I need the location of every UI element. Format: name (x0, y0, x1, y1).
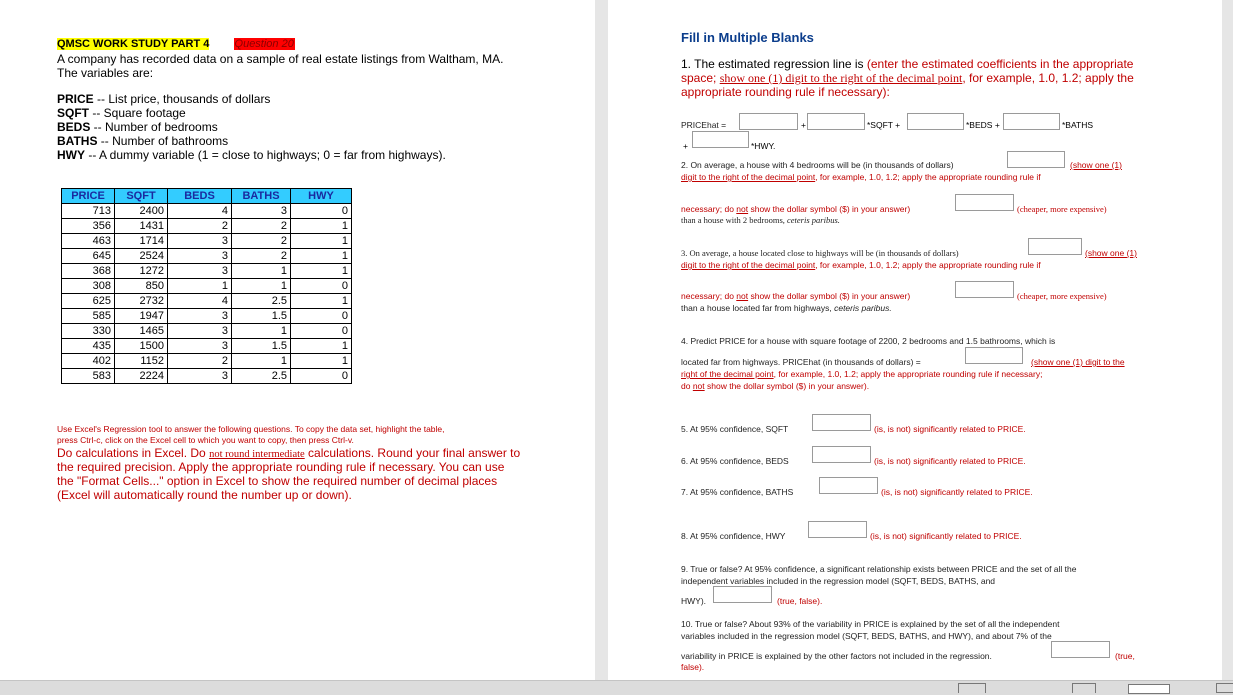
instruction-line-3 (57, 446, 520, 460)
variable-beds (57, 120, 218, 134)
cell-beds[interactable]: 1 (168, 279, 232, 294)
variable-beds-desc: -- Number of bedrooms (90, 120, 218, 134)
q3-j: ceteris paribus. (834, 303, 892, 313)
q4-line-4 (681, 381, 869, 391)
cell-baths[interactable]: 2 (232, 219, 291, 234)
instruction-3c: calculations. Round your final answer to (304, 446, 521, 460)
variable-sqft-key: SQFT (57, 106, 89, 120)
blank-q9[interactable] (713, 586, 772, 603)
q4-hint: (show one (1) digit to the (1031, 357, 1125, 367)
q1-a: 1. The estimated regression line is (681, 57, 867, 71)
eq-beds-term: *BEDS + (966, 120, 1000, 130)
table-row (62, 279, 352, 294)
cell-price[interactable]: 368 (62, 264, 115, 279)
q8-options (870, 531, 1022, 541)
instruction-line-2: press Ctrl-c, click on the Excel cell to which you want to copy, then press Ctrl-v. (57, 435, 354, 445)
q2-line-2 (681, 172, 1041, 182)
q3-g: show the dollar symbol ($) in your answer) (748, 291, 911, 301)
q2-d: , for example, 1.0, 1.2; apply the appropriate rounding rule if (815, 172, 1041, 182)
blank-hwy-coef[interactable] (692, 131, 749, 148)
q3-d: , for example, 1.0, 1.2; apply the appropriate rounding rule if (815, 260, 1041, 270)
cell-sqft[interactable]: 1714 (115, 234, 168, 249)
variable-sqft (57, 106, 186, 120)
variable-baths (57, 134, 228, 148)
blank-baths-coef[interactable] (1003, 113, 1060, 130)
cell-price[interactable]: 713 (62, 204, 115, 219)
table-row (62, 234, 352, 249)
intro-line-2: The variables are: (57, 66, 154, 80)
cell-hwy[interactable]: 0 (291, 309, 352, 324)
cell-hwy[interactable]: 0 (291, 204, 352, 219)
q10-options-1: (true, (1115, 651, 1135, 661)
cell-hwy[interactable]: 1 (291, 249, 352, 264)
cell-beds[interactable]: 3 (168, 324, 232, 339)
cell-baths[interactable]: 1.5 (232, 339, 291, 354)
cell-hwy[interactable]: 0 (291, 369, 352, 384)
q4-d: right of the decimal point (681, 369, 774, 379)
variable-baths-desc: -- Number of bathrooms (97, 134, 229, 148)
q9-options: (true, false). (777, 596, 823, 606)
q7-options-text: (is, is not) significantly related to PRICE. (881, 487, 1033, 497)
blank-q7[interactable] (819, 477, 878, 494)
table-header-row (62, 189, 352, 204)
q7-options (881, 487, 1033, 497)
q4-line-1: 4. Predict PRICE for a house with square footage of 2200, 2 bedrooms and 1.5 bathrooms, which is (681, 336, 1056, 346)
q8-options-text: (is, is not) significantly related to PRICE. (870, 531, 1022, 541)
q2-f: not (736, 204, 749, 214)
q3-line-2 (681, 260, 1041, 270)
q10-options-2: false). (681, 662, 705, 672)
web-layout-icon[interactable] (1216, 683, 1233, 693)
book-view-icon[interactable] (1072, 683, 1096, 693)
q2-c: digit to the right of the decimal point (681, 172, 816, 182)
cell-beds[interactable]: 3 (168, 249, 232, 264)
cell-baths[interactable]: 1 (232, 264, 291, 279)
cell-baths[interactable]: 1.5 (232, 309, 291, 324)
cell-sqft[interactable]: 1431 (115, 219, 168, 234)
q3-f: not (736, 291, 749, 301)
eq-baths-term: *BATHS (1062, 120, 1094, 130)
variable-hwy (57, 148, 446, 162)
q2-e: necessary; do (681, 204, 737, 214)
cell-baths[interactable]: 1 (232, 354, 291, 369)
worksheet-title-line (57, 38, 295, 50)
q1-c: space; (681, 71, 720, 85)
q5-text: 5. At 95% confidence, SQFT (681, 424, 789, 434)
cell-baths[interactable]: 1 (232, 279, 291, 294)
cell-sqft[interactable]: 850 (115, 279, 168, 294)
col-header-sqft: SQFT (115, 189, 168, 204)
instruction-line-5: the "Format Cells..." option in Excel to show the required number of decimal places (57, 474, 498, 488)
cell-price[interactable]: 402 (62, 354, 115, 369)
q9-line-3: HWY). (681, 596, 707, 606)
blank-q10[interactable] (1051, 641, 1110, 658)
status-bar (0, 680, 1233, 695)
cell-beds[interactable]: 3 (168, 309, 232, 324)
cell-hwy[interactable]: 1 (291, 219, 352, 234)
cell-hwy[interactable]: 1 (291, 339, 352, 354)
col-header-price: PRICE (62, 189, 115, 204)
q1-e: , for example, 1.0, 1.2; apply the (962, 71, 1134, 85)
cell-beds[interactable]: 2 (168, 354, 232, 369)
variable-price (57, 92, 270, 106)
variable-hwy-desc: -- A dummy variable (1 = close to highways; 0 = far from highways). (85, 148, 446, 162)
eq-lhs: PRICEhat = (681, 120, 727, 130)
table-row (62, 369, 352, 384)
q5-options (874, 424, 1026, 434)
col-header-beds: BEDS (168, 189, 232, 204)
col-header-baths: BATHS (232, 189, 291, 204)
question-tag: Question 20 (234, 38, 294, 50)
blank-beds-coef[interactable] (907, 113, 964, 130)
right-page (608, 0, 1222, 680)
q8-text: 8. At 95% confidence, HWY (681, 531, 786, 541)
q6-options-text: (is, is not) significantly related to PRICE. (874, 456, 1026, 466)
cell-price[interactable]: 435 (62, 339, 115, 354)
q1-line-1 (681, 57, 1133, 71)
q4-line-2: located far from highways. PRICEhat (in thousands of dollars) = (681, 357, 921, 367)
q3-options: (cheaper, more expensive) (1017, 291, 1107, 301)
q1-b: (enter the estimated coefficients in the appropriate (866, 57, 1134, 71)
variable-baths-key: BATHS (57, 134, 98, 148)
table-row (62, 264, 352, 279)
cell-price[interactable]: 330 (62, 324, 115, 339)
cell-baths[interactable]: 3 (232, 204, 291, 219)
variable-beds-key: BEDS (57, 120, 91, 134)
q4-f: do (681, 381, 693, 391)
cell-sqft[interactable]: 2224 (115, 369, 168, 384)
cell-sqft[interactable]: 1500 (115, 339, 168, 354)
instruction-3b: not round intermediate (209, 449, 305, 460)
cell-price[interactable]: 585 (62, 309, 115, 324)
cell-baths[interactable]: 1 (232, 324, 291, 339)
data-table[interactable] (61, 188, 352, 384)
q3-i: than a house located far from highways, (681, 303, 835, 313)
cell-sqft[interactable]: 2524 (115, 249, 168, 264)
q6-options (874, 456, 1026, 466)
q7-text: 7. At 95% confidence, BATHS (681, 487, 794, 497)
q4-line-3 (681, 369, 1042, 379)
blank-q2-direction[interactable] (955, 194, 1014, 211)
q4-h: show the dollar symbol ($) in your answer). (704, 381, 870, 391)
cell-price[interactable]: 583 (62, 369, 115, 384)
q9-line-2: independent variables included in the regression model (SQFT, BEDS, BATHS, and (681, 576, 996, 586)
print-layout-icon[interactable] (1128, 684, 1170, 694)
q3-hint: (show one (1) (1085, 248, 1137, 258)
cell-sqft[interactable]: 1152 (115, 354, 168, 369)
cell-hwy[interactable]: 0 (291, 324, 352, 339)
worksheet-title: QMSC WORK STUDY PART 4 (57, 38, 210, 50)
q10-line-1: 10. True or false? About 93% of the variability in PRICE is explained by the set of all the independent (681, 619, 1060, 629)
table-row (62, 294, 352, 309)
q2-g: show the dollar symbol ($) in your answer) (748, 204, 911, 214)
cell-price[interactable]: 645 (62, 249, 115, 264)
blank-q6[interactable] (812, 446, 871, 463)
q1-line-3: appropriate rounding rule if necessary): (681, 85, 890, 99)
eq-hwy-term: *HWY. (751, 141, 776, 151)
q10-line-3: variability in PRICE is explained by the other factors not included in the regression. (681, 651, 992, 661)
cell-sqft[interactable]: 1272 (115, 264, 168, 279)
q9-line-1: 9. True or false? At 95% confidence, a significant relationship exists between PRICE and the set of all the (681, 564, 1077, 574)
cell-sqft[interactable]: 1465 (115, 324, 168, 339)
cell-hwy[interactable]: 0 (291, 279, 352, 294)
cell-price[interactable]: 625 (62, 294, 115, 309)
q2-hint: (show one (1) (1070, 160, 1122, 170)
cell-hwy[interactable]: 1 (291, 234, 352, 249)
cell-sqft[interactable]: 2732 (115, 294, 168, 309)
q3-line-1: 3. On average, a house located close to highways will be (in thousands of dollars) (681, 248, 959, 258)
q4-g: not (692, 381, 705, 391)
left-page (0, 0, 595, 680)
cell-hwy[interactable]: 1 (291, 264, 352, 279)
table-row (62, 204, 352, 219)
cell-price[interactable]: 308 (62, 279, 115, 294)
cell-beds[interactable]: 3 (168, 369, 232, 384)
cell-baths[interactable]: 2.5 (232, 369, 291, 384)
table-row (62, 219, 352, 234)
q10-line-2: variables included in the regression model (SQFT, BEDS, BATHS, and HWY), and about 7% of the (681, 631, 1052, 641)
cell-sqft[interactable]: 2400 (115, 204, 168, 219)
cell-beds[interactable]: 4 (168, 294, 232, 309)
cell-baths[interactable]: 2 (232, 234, 291, 249)
table-row (62, 249, 352, 264)
q5-options-text: (is, is not) significantly related to PRICE. (874, 424, 1026, 434)
cell-price[interactable]: 463 (62, 234, 115, 249)
table-row (62, 354, 352, 369)
instruction-3a: Do calculations in Excel. Do (57, 446, 210, 460)
eq-sqft-term: *SQFT + (867, 120, 901, 130)
q3-line-3 (681, 291, 910, 301)
variable-price-key: PRICE (57, 92, 94, 106)
q2-line-4 (681, 215, 840, 225)
q4-e: , for example, 1.0, 1.2; apply the appropriate rounding rule if necessary; (773, 369, 1043, 379)
cell-baths[interactable]: 2 (232, 249, 291, 264)
cell-beds[interactable]: 2 (168, 219, 232, 234)
blank-q8[interactable] (808, 521, 867, 538)
q1-d: show one (1) digit to the right of the decimal point (719, 71, 963, 85)
q2-options: (cheaper, more expensive) (1017, 204, 1107, 214)
page-view-icon[interactable] (958, 683, 986, 693)
instruction-line-1: Use Excel's Regression tool to answer the following questions. To copy the data set, highlight the table, (57, 424, 445, 434)
blank-sqft-coef[interactable] (807, 113, 865, 130)
q6-text: 6. At 95% confidence, BEDS (681, 456, 789, 466)
cell-beds[interactable]: 3 (168, 264, 232, 279)
cell-beds[interactable]: 4 (168, 204, 232, 219)
blank-q2-amount[interactable] (1007, 151, 1065, 168)
blank-q3-amount[interactable] (1028, 238, 1082, 255)
cell-hwy[interactable]: 1 (291, 354, 352, 369)
q2-line-3 (681, 204, 910, 214)
variable-hwy-key: HWY (57, 148, 85, 162)
cell-sqft[interactable]: 1947 (115, 309, 168, 324)
intro-line-1: A company has recorded data on a sample of real estate listings from Waltham, MA. (57, 52, 504, 66)
eq-plus-1: + (801, 120, 806, 130)
blank-q5[interactable] (812, 414, 871, 431)
q2-j: ceteris paribus. (787, 215, 840, 225)
blank-intercept[interactable] (739, 113, 798, 130)
table-row (62, 339, 352, 354)
cell-beds[interactable]: 3 (168, 234, 232, 249)
eq-plus-2: + (683, 141, 688, 151)
blank-q3-direction[interactable] (955, 281, 1014, 298)
section-heading: Fill in Multiple Blanks (681, 30, 814, 45)
variable-sqft-desc: -- Square footage (89, 106, 186, 120)
q3-e: necessary; do (681, 291, 737, 301)
q3-c: digit to the right of the decimal point (681, 260, 816, 270)
blank-q4-prediction[interactable] (965, 347, 1023, 364)
table-row (62, 324, 352, 339)
cell-hwy[interactable]: 1 (291, 294, 352, 309)
q3-line-4 (681, 303, 892, 313)
q2-i: than a house with 2 bedrooms, (681, 215, 787, 225)
instruction-line-6: (Excel will automatically round the number up or down). (57, 488, 352, 502)
table-row (62, 309, 352, 324)
instruction-line-4: the required precision. Apply the appropriate rounding rule if necessary. You can use (57, 460, 505, 474)
cell-baths[interactable]: 2.5 (232, 294, 291, 309)
cell-price[interactable]: 356 (62, 219, 115, 234)
col-header-hwy: HWY (291, 189, 352, 204)
q2-line-1: 2. On average, a house with 4 bedrooms will be (in thousands of dollars) (681, 160, 954, 170)
variable-price-desc: -- List price, thousands of dollars (93, 92, 271, 106)
cell-beds[interactable]: 3 (168, 339, 232, 354)
q1-line-2 (681, 71, 1134, 86)
